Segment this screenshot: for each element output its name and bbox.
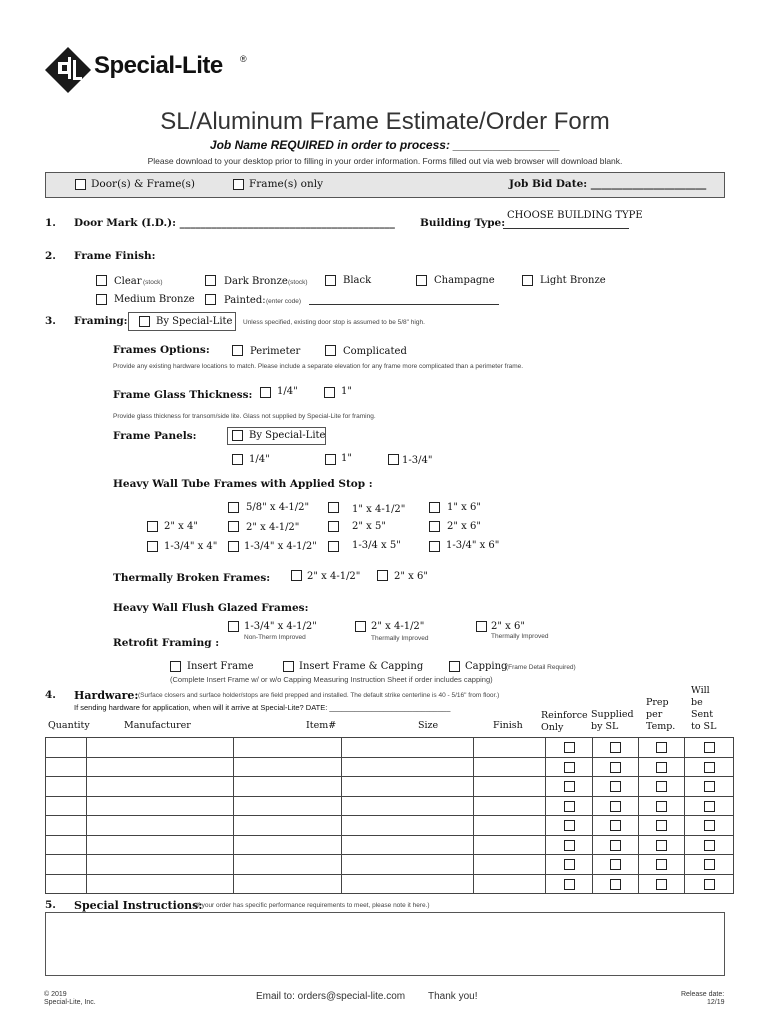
flush-2x6-sub-note: Thermally Improved: [491, 633, 549, 640]
section-5-number: 5.: [45, 899, 56, 911]
tube-1-3-4x6-label: 1-3/4" x 6": [446, 540, 500, 551]
hardware-row: [46, 796, 734, 816]
glass-one-inch-label: 1": [341, 386, 352, 397]
hardware-cell[interactable]: [87, 874, 234, 894]
painted-code-field[interactable]: [309, 304, 499, 305]
section-3-number: 3.: [45, 315, 56, 327]
tube-1x6-label: 1" x 6": [447, 502, 481, 513]
tube-2x6-checkbox[interactable]: [429, 521, 440, 532]
hardware-option-checkbox[interactable]: [656, 801, 667, 812]
tube-1-3-4x4-1-2-label: 1-3/4" x 4-1/2": [244, 541, 317, 552]
hardware-cell[interactable]: [474, 796, 546, 816]
flush-2x6-label: 2" x 6": [491, 621, 525, 632]
retrofit-framing-label: Retrofit Framing :: [113, 637, 220, 649]
col-reinforce-1: Reinforce: [541, 710, 588, 721]
section-4-number: 4.: [45, 689, 56, 701]
insert-frame-checkbox[interactable]: [170, 661, 181, 672]
special-instructions-box[interactable]: [45, 912, 725, 976]
finish-medium-bronze-label: Medium Bronze: [114, 294, 195, 305]
special-instructions-note: (If your order has specific performance requirements to meet, please note it here.): [194, 902, 430, 909]
hardware-option-checkbox[interactable]: [704, 859, 715, 870]
tube-1-3-4x4-1-2-checkbox[interactable]: [228, 541, 239, 552]
tube-1-3-4x4-label: 1-3/4" x 4": [164, 541, 218, 552]
flush-1-3-4x4-1-2-label: 1-3/4" x 4-1/2": [244, 621, 317, 632]
framing-by-sl-checkbox[interactable]: [139, 316, 150, 327]
flush-1-3-4x4-1-2-checkbox[interactable]: [228, 621, 239, 632]
tube-2x4-1-2-label: 2" x 4-1/2": [246, 522, 300, 533]
hardware-cell[interactable]: [46, 835, 87, 855]
thermally-broken-label: Thermally Broken Frames:: [113, 572, 271, 584]
logo-mark-icon: [44, 46, 92, 94]
footer-copyright: © 2019: [44, 991, 67, 998]
company-logo: [44, 46, 254, 96]
tube-5-8x4-1-2-checkbox[interactable]: [228, 502, 239, 513]
hardware-cell[interactable]: [46, 874, 87, 894]
hardware-cell[interactable]: [474, 777, 546, 797]
form-title: SL/Aluminum Frame Estimate/Order Form: [160, 108, 610, 135]
col-finish: Finish: [493, 720, 523, 731]
hardware-cell[interactable]: [474, 855, 546, 875]
hardware-row: [46, 816, 734, 836]
hardware-cell[interactable]: [234, 777, 342, 797]
hardware-row: [46, 835, 734, 855]
thermal-2x4-1-2-checkbox[interactable]: [291, 570, 302, 581]
tube-1x4-1-2-label: 1" x 4-1/2": [352, 504, 406, 515]
building-type-label: Building Type:: [420, 217, 506, 229]
insert-frame-label: Insert Frame: [187, 661, 254, 672]
hardware-option-checkbox[interactable]: [704, 742, 715, 753]
flush-2x4-1-2-label: 2" x 4-1/2": [371, 621, 425, 632]
finish-painted-checkbox[interactable]: [205, 294, 216, 305]
panel-one-inch-label: 1": [341, 453, 352, 464]
tube-1x6-checkbox[interactable]: [429, 502, 440, 513]
finish-dark-bronze-stock-note: (stock): [288, 279, 308, 286]
hardware-cell[interactable]: [342, 816, 474, 836]
hardware-option-checkbox[interactable]: [610, 820, 621, 831]
col-prep-3: Temp.: [646, 721, 676, 732]
frames-only-checkbox[interactable]: [233, 179, 244, 190]
hardware-cell[interactable]: [234, 738, 342, 758]
hardware-cell[interactable]: [46, 855, 87, 875]
hardware-cell[interactable]: [474, 835, 546, 855]
flush-2x6-checkbox[interactable]: [476, 621, 487, 632]
tube-2x4-label: 2" x 4": [164, 521, 198, 532]
hardware-cell[interactable]: [46, 796, 87, 816]
hardware-option-checkbox[interactable]: [704, 781, 715, 792]
capping-detail-note: (Frame Detail Required): [506, 664, 576, 671]
hardware-option-checkbox[interactable]: [610, 781, 621, 792]
door-and-frames-checkbox[interactable]: [75, 179, 86, 190]
hardware-option-checkbox[interactable]: [656, 879, 667, 890]
thermal-2x4-1-2-label: 2" x 4-1/2": [307, 571, 361, 582]
logo-brand-text: Special-Lite: [94, 52, 223, 79]
hardware-option-checkbox[interactable]: [564, 762, 575, 773]
hardware-cell[interactable]: [474, 874, 546, 894]
col-prep-2: per: [646, 709, 663, 720]
frame-finish-label: Frame Finish:: [74, 250, 156, 262]
panel-one-three-quarter-label: 1-3/4": [402, 455, 433, 466]
hardware-cell[interactable]: [342, 757, 474, 777]
hardware-option-checkbox[interactable]: [656, 762, 667, 773]
hardware-cell[interactable]: [234, 816, 342, 836]
logo-registered-mark: ®: [240, 54, 247, 64]
tube-1-3-4x5-label: 1-3/4 x 5": [352, 540, 401, 551]
footer-email[interactable]: Email to: orders@special-lite.com: [256, 991, 406, 1002]
hardware-cell[interactable]: [234, 855, 342, 875]
hardware-cell[interactable]: [87, 777, 234, 797]
glass-thickness-note: Provide glass thickness for transom/side lite. Glass not supplied by Special-Lite for framing.: [113, 413, 376, 420]
tube-2x5-label: 2" x 5": [352, 521, 386, 532]
tube-2x6-label: 2" x 6": [447, 521, 481, 532]
hardware-cell[interactable]: [234, 757, 342, 777]
col-quantity: Quantity: [48, 720, 90, 731]
tube-2x5-checkbox[interactable]: [328, 521, 339, 532]
hardware-cell[interactable]: [87, 835, 234, 855]
finish-dark-bronze-checkbox[interactable]: [205, 275, 216, 286]
footer-release-label: Release date:: [681, 991, 725, 998]
special-instructions-label: Special Instructions:: [74, 899, 203, 912]
hardware-cell[interactable]: [342, 796, 474, 816]
hardware-option-checkbox[interactable]: [564, 801, 575, 812]
hardware-cell[interactable]: [46, 816, 87, 836]
hardware-option-checkbox[interactable]: [610, 879, 621, 890]
footer-release-date: 12/19: [707, 999, 725, 1006]
framing-label: Framing:: [74, 315, 128, 327]
finish-clear-stock-note: (stock): [143, 279, 163, 286]
finish-light-bronze-checkbox[interactable]: [522, 275, 533, 286]
frames-only-label: Frame(s) only: [249, 178, 324, 190]
hardware-cell[interactable]: [342, 777, 474, 797]
hardware-note: (Surface closers and surface holder/stops are field prepped and installed. The default strike centerline is 40 - 5/16" from floor.): [138, 692, 500, 699]
hardware-option-checkbox[interactable]: [610, 762, 621, 773]
frames-options-note: Provide any existing hardware locations to match. Please include a separate elevation for any frame more complicated than a perimeter frame.: [113, 363, 524, 370]
col-will-2: be: [691, 697, 703, 708]
finish-champagne-label: Champagne: [434, 275, 495, 286]
heavy-wall-tube-label: Heavy Wall Tube Frames with Applied Stop :: [113, 478, 373, 490]
section-1-number: 1.: [45, 217, 56, 229]
flush-2x4-sub-note: Thermally Improved: [371, 635, 429, 642]
hardware-option-checkbox[interactable]: [656, 781, 667, 792]
hardware-cell[interactable]: [46, 757, 87, 777]
finish-clear-checkbox[interactable]: [96, 275, 107, 286]
thermal-2x6-checkbox[interactable]: [377, 570, 388, 581]
building-type-select[interactable]: CHOOSE BUILDING TYPE: [507, 210, 643, 221]
col-reinforce-2: Only: [541, 722, 564, 733]
finish-black-label: Black: [343, 275, 372, 286]
hardware-row: [46, 777, 734, 797]
hardware-arrival-date[interactable]: If sending hardware for application, when will it arrive at Special-Lite? DATE: _____________________________: [74, 703, 451, 712]
job-bid-date-field[interactable]: Job Bid Date: ______________________: [509, 178, 707, 190]
finish-painted-code-note: (enter code): [266, 298, 302, 305]
tube-1-3-4x6-checkbox[interactable]: [429, 541, 440, 552]
footer-thanks: Thank you!: [428, 991, 478, 1002]
hardware-cell[interactable]: [234, 874, 342, 894]
framing-by-sl-label: By Special-Lite: [156, 316, 233, 327]
panels-by-sl-checkbox[interactable]: [232, 430, 243, 441]
hardware-option-checkbox[interactable]: [704, 820, 715, 831]
finish-dark-bronze-label: Dark Bronze: [224, 276, 288, 287]
col-size: Size: [418, 720, 439, 731]
hardware-option-checkbox[interactable]: [704, 762, 715, 773]
hardware-cell[interactable]: [46, 777, 87, 797]
flush-1-3-4-sub-note: Non-Therm Improved: [244, 634, 306, 641]
col-will-3: Sent: [691, 709, 714, 720]
hardware-cell[interactable]: [46, 738, 87, 758]
hardware-cell[interactable]: [342, 738, 474, 758]
hardware-cell[interactable]: [234, 835, 342, 855]
tube-1-3-4x4-checkbox[interactable]: [147, 541, 158, 552]
tube-5-8x4-1-2-label: 5/8" x 4-1/2": [246, 502, 310, 513]
complicated-label: Complicated: [343, 346, 407, 357]
hardware-option-checkbox[interactable]: [564, 859, 575, 870]
hardware-option-checkbox[interactable]: [656, 840, 667, 851]
glass-quarter-label: 1/4": [277, 386, 298, 397]
hardware-table: [45, 737, 734, 894]
finish-champagne-checkbox[interactable]: [416, 275, 427, 286]
hardware-cell[interactable]: [474, 816, 546, 836]
col-will-4: to SL: [691, 721, 717, 732]
building-type-underline: [503, 228, 629, 229]
hardware-cell[interactable]: [87, 855, 234, 875]
complicated-checkbox[interactable]: [325, 345, 336, 356]
section-2-number: 2.: [45, 250, 56, 262]
thermal-2x6-label: 2" x 6": [394, 571, 428, 582]
hardware-option-checkbox[interactable]: [564, 879, 575, 890]
hardware-cell[interactable]: [234, 796, 342, 816]
hardware-cell[interactable]: [87, 757, 234, 777]
hardware-cell[interactable]: [87, 796, 234, 816]
hardware-cell[interactable]: [342, 835, 474, 855]
footer-company: Special-Lite, Inc.: [44, 999, 96, 1006]
hardware-option-checkbox[interactable]: [564, 781, 575, 792]
glass-one-inch-checkbox[interactable]: [324, 387, 335, 398]
finish-light-bronze-label: Light Bronze: [540, 275, 606, 286]
hardware-option-checkbox[interactable]: [610, 742, 621, 753]
tube-2x4-1-2-checkbox[interactable]: [228, 521, 239, 532]
tube-1x4-1-2-checkbox[interactable]: [328, 502, 339, 513]
hardware-option-checkbox[interactable]: [564, 820, 575, 831]
door-and-frames-label: Door(s) & Frame(s): [91, 178, 196, 190]
capping-label: Capping: [465, 661, 508, 672]
hardware-cell[interactable]: [87, 816, 234, 836]
door-mark-field[interactable]: Door Mark (I.D.): _________________________________________: [74, 217, 395, 229]
perimeter-checkbox[interactable]: [232, 345, 243, 356]
col-supplied-2: by SL: [591, 721, 619, 732]
hardware-row: [46, 738, 734, 758]
hardware-option-checkbox[interactable]: [564, 742, 575, 753]
hardware-cell[interactable]: [474, 757, 546, 777]
hardware-option-checkbox[interactable]: [704, 879, 715, 890]
hardware-option-checkbox[interactable]: [704, 801, 715, 812]
panel-one-inch-checkbox[interactable]: [325, 454, 336, 465]
glass-thickness-label: Frame Glass Thickness:: [113, 389, 253, 401]
hardware-option-checkbox[interactable]: [656, 742, 667, 753]
flush-2x4-1-2-checkbox[interactable]: [355, 621, 366, 632]
panel-one-three-quarter-checkbox[interactable]: [388, 454, 399, 465]
hardware-option-checkbox[interactable]: [610, 859, 621, 870]
glass-quarter-checkbox[interactable]: [260, 387, 271, 398]
col-supplied-1: Supplied: [591, 709, 634, 720]
hardware-cell[interactable]: [87, 738, 234, 758]
panel-quarter-label: 1/4": [249, 454, 270, 465]
hardware-row: [46, 855, 734, 875]
panels-by-sl-label: By Special-Lite: [249, 430, 326, 441]
frames-options-label: Frames Options:: [113, 344, 210, 356]
hardware-cell[interactable]: [342, 855, 474, 875]
hardware-row: [46, 757, 734, 777]
finish-black-checkbox[interactable]: [325, 275, 336, 286]
door-stop-note: Unless specified, existing door stop is assumed to be 5/8" high.: [243, 319, 425, 326]
hardware-label: Hardware:: [74, 689, 139, 702]
col-item: Item#: [306, 720, 337, 731]
insert-frame-capping-label: Insert Frame & Capping: [299, 661, 424, 672]
hardware-option-checkbox[interactable]: [610, 840, 621, 851]
frame-panels-label: Frame Panels:: [113, 430, 197, 442]
col-will-1: Will: [691, 685, 710, 696]
hardware-option-checkbox[interactable]: [656, 820, 667, 831]
tube-1-3-4x5-checkbox[interactable]: [328, 541, 339, 552]
tube-2x4-checkbox[interactable]: [147, 521, 158, 532]
hardware-row: [46, 874, 734, 894]
hardware-option-checkbox[interactable]: [704, 840, 715, 851]
hardware-cell[interactable]: [474, 738, 546, 758]
job-name-required: Job Name REQUIRED in order to process: ________________: [209, 138, 561, 152]
retrofit-instruction-note: (Complete Insert Frame w/ or w/o Capping Measuring Instruction Sheet if order includes capping): [170, 675, 493, 684]
insert-frame-capping-checkbox[interactable]: [283, 661, 294, 672]
hardware-option-checkbox[interactable]: [656, 859, 667, 870]
finish-clear-label: Clear: [114, 276, 142, 287]
finish-medium-bronze-checkbox[interactable]: [96, 294, 107, 305]
hardware-option-checkbox[interactable]: [564, 840, 575, 851]
download-note: Please download to your desktop prior to filling in your order information. Forms filled out via web browser will download blank.: [147, 156, 623, 166]
hardware-cell[interactable]: [342, 874, 474, 894]
flush-glazed-label: Heavy Wall Flush Glazed Frames:: [113, 602, 309, 614]
col-prep-1: Prep: [646, 697, 669, 708]
col-manufacturer: Manufacturer: [124, 720, 191, 731]
panel-quarter-checkbox[interactable]: [232, 454, 243, 465]
finish-painted-label: Painted:: [224, 295, 266, 306]
capping-checkbox[interactable]: [449, 661, 460, 672]
perimeter-label: Perimeter: [250, 346, 301, 357]
hardware-option-checkbox[interactable]: [610, 801, 621, 812]
